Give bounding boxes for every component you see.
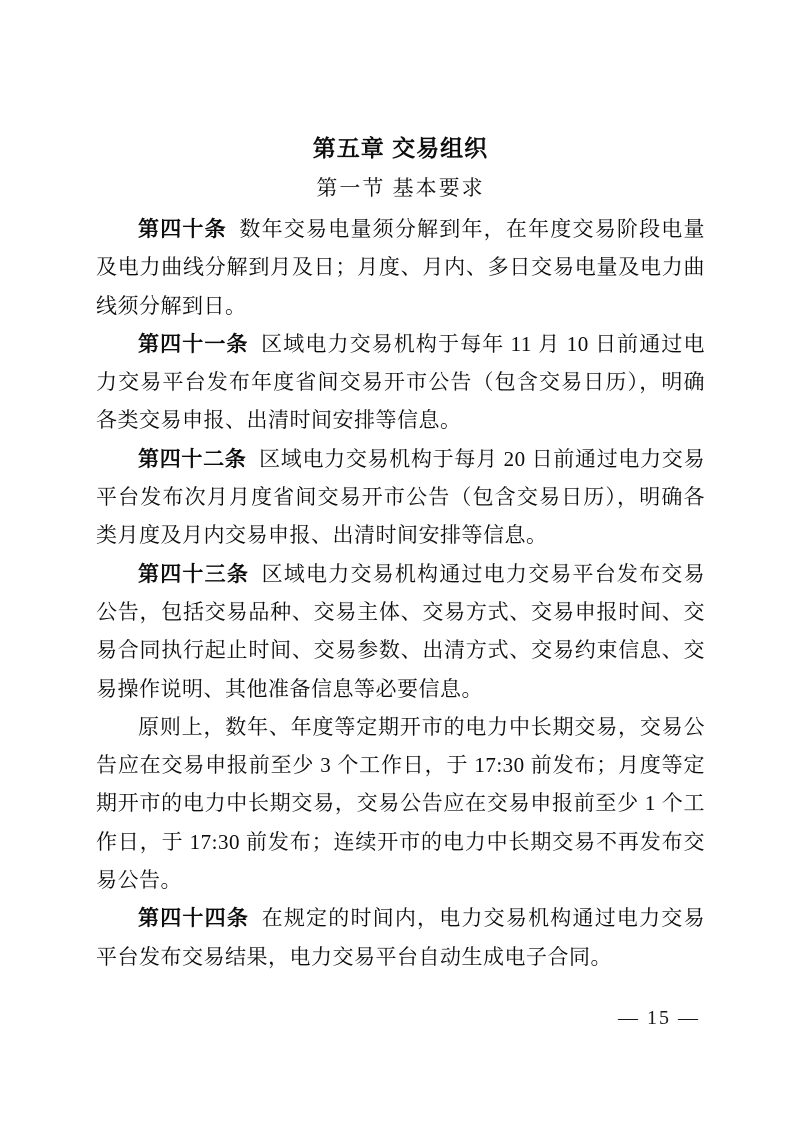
article-paragraph [96, 210, 705, 325]
page-number: — 15 — [618, 1007, 700, 1029]
chapter-title: 第五章 交易组织 [312, 135, 489, 161]
article-number: 第四十二条 [138, 446, 247, 471]
article-paragraph [96, 325, 705, 440]
section-title: 第一节 基本要求 [316, 176, 485, 200]
article-paragraph [96, 708, 705, 899]
article-paragraph [96, 440, 705, 555]
article-text: 在规定的时间内，电力交易机构通过电力交易平台发布交易结果，电力交易平台自动生成电子合同。 [96, 906, 706, 969]
article-text: 区域电力交易机构于每年 11 月 10 日前通过电力交易平台发布年度省间交易开市公告（包含交易日历），明确各类交易申报、出清时间安排等信息。 [96, 331, 705, 433]
article-text: 区域电力交易机构通过电力交易平台发布交易公告，包括交易品种、交易主体、交易方式、交易申报时间、交易合同执行起止时间、交易参数、出清方式、交易约束信息、交易操作说明、其他准备信息等必要信息。 [96, 561, 706, 701]
article-number: 第四十条 [138, 217, 227, 241]
article-number: 第四十三条 [138, 561, 250, 586]
body-text [96, 210, 705, 976]
article-text: 数年交易电量须分解到年，在年度交易阶段电量及电力曲线分解到月及日；月度、月内、多日交易电量及电力曲线须分解到日。 [96, 217, 706, 318]
article-text: 原则上，数年、年度等定期开市的电力中长期交易，交易公告应在交易申报前至少 3 个工作日，于 17:30 前发布；月度等定期开市的电力中长期交易，交易公告应在交易申报前至少 1 个工作日，于 17:30 前发布；连续开市的电力中长期交易不再发布交易公告。 [96, 714, 705, 893]
article-number: 第四十一条 [138, 331, 249, 356]
document-content [96, 128, 705, 976]
article-paragraph [96, 899, 705, 976]
article-text: 区域电力交易机构于每月 20 日前通过电力交易平台发布次月月度省间交易开市公告（包含交易日历），明确各类月度及月内交易申报、出清时间安排等信息。 [96, 446, 706, 548]
article-paragraph [96, 555, 705, 708]
article-number: 第四十四条 [138, 906, 250, 931]
